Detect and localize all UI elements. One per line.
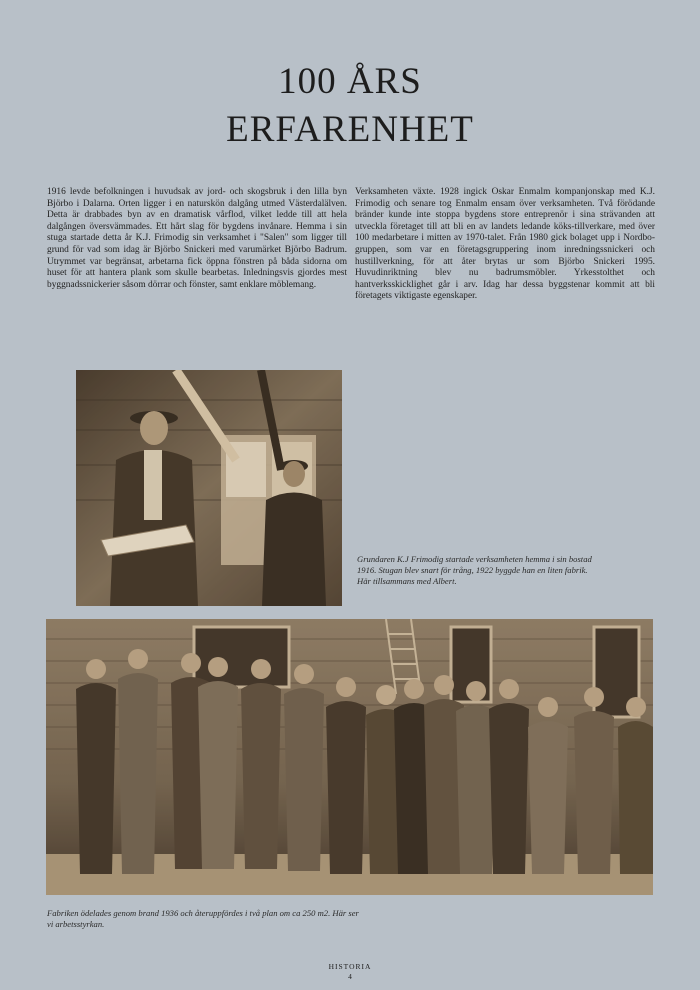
- founder-photo-caption: Grundaren K.J Frimodig startade verksamheten hemma i sin bostad 1916. Stugan blev snart för trång, 1922 byggde han en liten fabrik. Här tillsammans med Albert.: [357, 554, 592, 586]
- body-text-right: Verksamheten växte. 1928 ingick Oskar Enmalm kompanjonskap med K.J. Frimodig och senare tog Enmalm ensam över verksamheten. Två förödande bränder kunde inte stoppa bygdens store entreprenör i sina strävanden att utveckla företaget till att bli en av landets ledande köks-tillverkare, med över 100 medarbetare i mitten av 1970-talet. Från 1980 gick bolaget upp i Nordbo-gruppen, som var en företagsgruppering inom inredningssnickeri och hustillverkning, för att åter brytas ur som Björbo Snickeri 1995. Huvudinriktning blev nu badrumsmöbler. Yrkesstolthet och hantverksskicklighet går i arv. Idag har dessa byggstenar kommit att bli företagets viktigaste egenskaper.: [355, 187, 655, 302]
- title-line-1: 100 ÅRS: [278, 61, 422, 102]
- footer-section-label: HISTORIA: [328, 962, 372, 971]
- page-number: 4: [348, 972, 352, 981]
- founder-photo: [76, 370, 342, 606]
- title-line-2: ERFARENHET: [226, 109, 474, 150]
- workforce-photo-caption: Fabriken ödelades genom brand 1936 och återuppfördes i två plan om ca 250 m2. Här ser vi arbetsstyrkan.: [47, 908, 359, 929]
- page-title: [0, 58, 700, 154]
- workforce-photo: [46, 619, 653, 895]
- body-text-left: 1916 levde befolkningen i huvudsak av jord- och skogsbruk i den lilla byn Björbo i Dalarna. Orten ligger i en naturskön dalgång utmed Västerdalälven. Detta är drabbades byn av en dramatisk vårflod, vilket ledde till att hela dalgången översvämmades. Ett hårt slag för bygdens invånare. Hemma i sin stuga startade detta år K.J. Frimodig sin verksamhet i "Salen" som ligger till grund för vad som idag är Björbo Snickeri med varumärket Björbo Badrum. Utrymmet var begränsat, arbetarna fick öppna fönstren på båda sidorna om huset för att hantera plank som skulle bearbetas. Inledningsvis gjordes mest byggnadssnickerier såsom dörrar och fönster, samt enklare möblemang.: [47, 187, 347, 290]
